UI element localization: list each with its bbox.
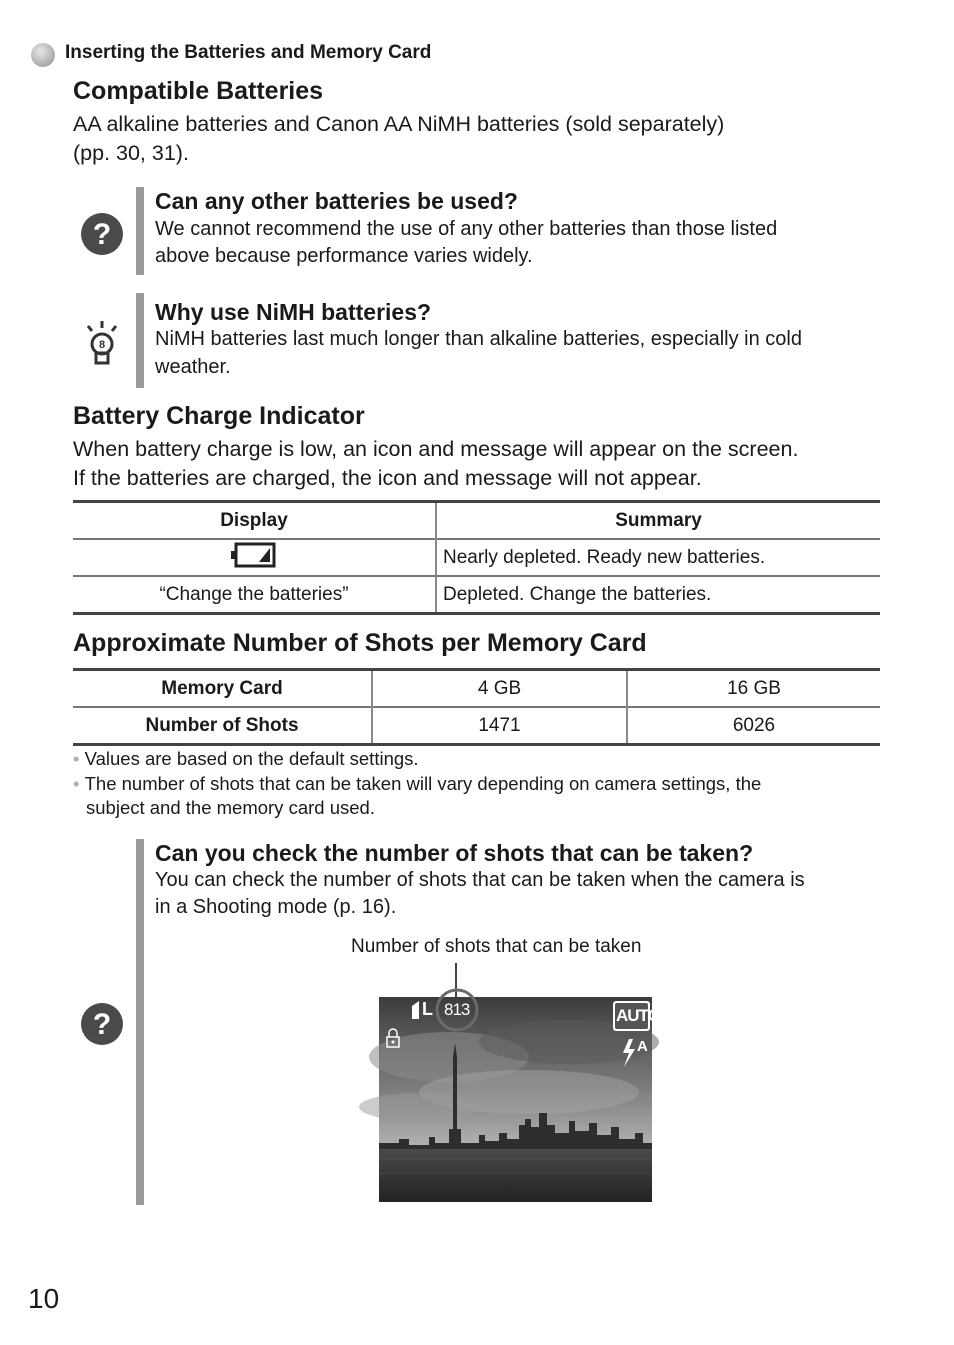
shots-4gb: 1471: [372, 707, 627, 745]
note2-title: Why use NiMH batteries?: [155, 299, 432, 325]
svg-text:?: ?: [92, 1008, 112, 1041]
table-row: [73, 670, 880, 708]
note2-line2: weather.: [155, 356, 231, 378]
table-header-summary: Summary: [615, 509, 702, 531]
number-of-shots-label: Number of Shots: [73, 707, 372, 745]
low-battery-icon: [231, 541, 277, 575]
row1-summary: Nearly depleted. Ready new batteries.: [443, 546, 766, 568]
battery-charge-heading: Battery Charge Indicator: [73, 402, 365, 430]
section-marker-icon: [31, 43, 55, 67]
note-bar: [136, 187, 144, 275]
list-item: • Values are based on the default settings.: [73, 748, 419, 769]
list-item: • The number of shots that can be taken will vary depending on camera settings, the: [73, 772, 762, 794]
table-header-display: Display: [73, 502, 436, 540]
note3-title: Can you check the number of shots that can be taken?: [155, 840, 754, 866]
image-size-indicator: L: [422, 999, 433, 1019]
svg-text:?: ?: [92, 218, 112, 251]
table-row: [73, 576, 880, 614]
svg-text:8: 8: [98, 339, 106, 351]
note-bar: [136, 293, 144, 388]
shots-heading: Approximate Number of Shots per Memory Card: [73, 629, 647, 657]
table-header-row: [73, 502, 880, 540]
question-icon: [80, 212, 124, 256]
shots-table: [73, 668, 880, 746]
auto-mode-indicator: AUTO: [616, 1006, 660, 1025]
question-icon: [80, 1002, 124, 1046]
flash-auto-indicator: A: [637, 1038, 648, 1055]
row2-summary: Depleted. Change the batteries.: [443, 583, 712, 605]
memory-card-16gb: 16 GB: [727, 677, 781, 699]
list-item: subject and the memory card used.: [86, 797, 375, 818]
page-number: 10: [28, 1283, 60, 1314]
camera-screen-image: [379, 997, 660, 1202]
battery-charge-line1: When battery charge is low, an icon and message will appear on the screen.: [73, 437, 799, 461]
callout-label: Number of shots that can be taken: [351, 936, 642, 957]
note3-line1: You can check the number of shots that can be taken when the camera is: [155, 869, 805, 891]
note1-line1: We cannot recommend the use of any other batteries than those listed: [155, 218, 778, 240]
shots-notes: [73, 747, 761, 821]
compatible-batteries-heading: Compatible Batteries: [73, 77, 324, 105]
callout-line: [455, 963, 457, 997]
section-header: Inserting the Batteries and Memory Card: [65, 42, 432, 63]
note1-title: Can any other batteries be used?: [155, 188, 518, 214]
note1-line2: above because performance varies widely.: [155, 245, 533, 267]
note2-line1: NiMH batteries last much longer than alkaline batteries, especially in cold: [155, 328, 802, 350]
memory-card-label: Memory Card: [73, 670, 372, 708]
shots-16gb: 6026: [732, 714, 776, 736]
note3-line2: in a Shooting mode (p. 16).: [155, 896, 397, 918]
memory-card-4gb: 4 GB: [372, 670, 627, 708]
row2-display: “Change the batteries”: [73, 576, 436, 614]
lightbulb-hint-icon: [82, 319, 122, 367]
shots-count: 813: [444, 1000, 470, 1019]
table-row: [73, 539, 880, 576]
compatible-batteries-line2: (pp. 30, 31).: [73, 141, 189, 165]
note-bar: [136, 839, 144, 1205]
battery-charge-line2: If the batteries are charged, the icon and message will not appear.: [73, 466, 702, 490]
battery-indicator-table: [73, 500, 880, 615]
table-row: [73, 707, 880, 745]
compatible-batteries-line1: AA alkaline batteries and Canon AA NiMH batteries (sold separately): [73, 112, 725, 136]
